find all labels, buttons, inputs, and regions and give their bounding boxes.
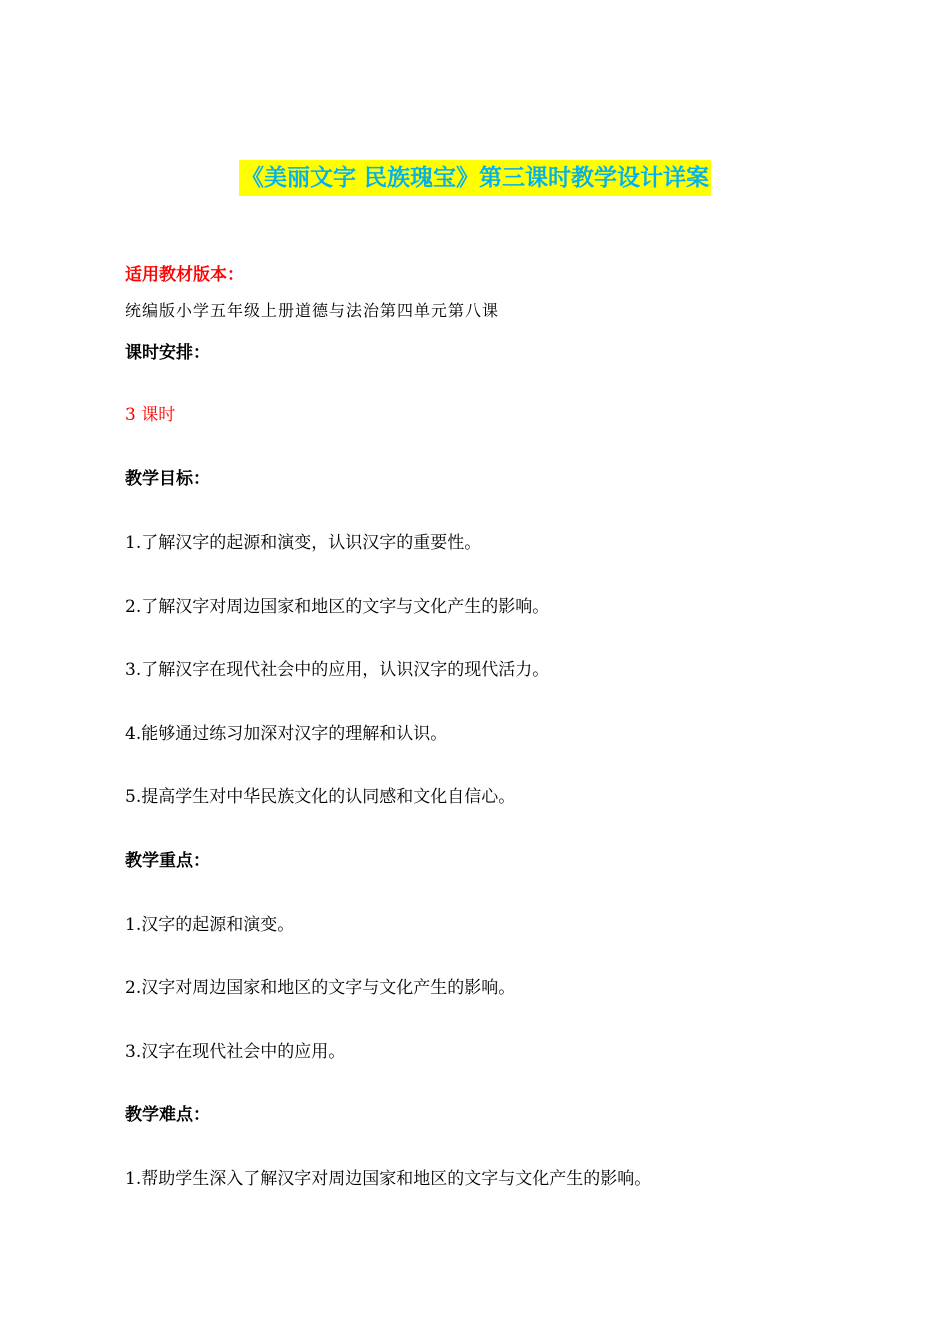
document-title-wrap: [0, 160, 950, 196]
edition-value: 统编版小学五年级上册道德与法治第四单元第八课: [125, 301, 500, 320]
keypoint-item: 1.汉字的起源和演变。: [125, 915, 295, 935]
objective-item: 3.了解汉字在现代社会中的应用，认识汉字的现代活力。: [125, 660, 550, 680]
objectives-label: 教学目标：: [125, 469, 210, 489]
document-title: 《美丽文字 民族瑰宝》第三课时教学设计详案: [239, 160, 711, 196]
keypoint-item: 3.汉字在现代社会中的应用。: [125, 1042, 346, 1062]
hours-label: 课时安排：: [125, 343, 210, 363]
keypoint-item: 2.汉字对周边国家和地区的文字与文化产生的影响。: [125, 978, 516, 998]
hours-value: 3 课时: [125, 405, 176, 425]
objective-item: 1.了解汉字的起源和演变，认识汉字的重要性。: [125, 533, 482, 553]
objective-item: 5.提高学生对中华民族文化的认同感和文化自信心。: [125, 787, 516, 807]
difficulties-label: 教学难点：: [125, 1105, 210, 1125]
edition-label: 适用教材版本：: [125, 265, 244, 285]
objective-item: 2.了解汉字对周边国家和地区的文字与文化产生的影响。: [125, 597, 550, 617]
objective-item: 4.能够通过练习加深对汉字的理解和认识。: [125, 724, 448, 744]
keypoints-label: 教学重点：: [125, 851, 210, 871]
difficulty-item: 1.帮助学生深入了解汉字对周边国家和地区的文字与文化产生的影响。: [125, 1169, 652, 1189]
